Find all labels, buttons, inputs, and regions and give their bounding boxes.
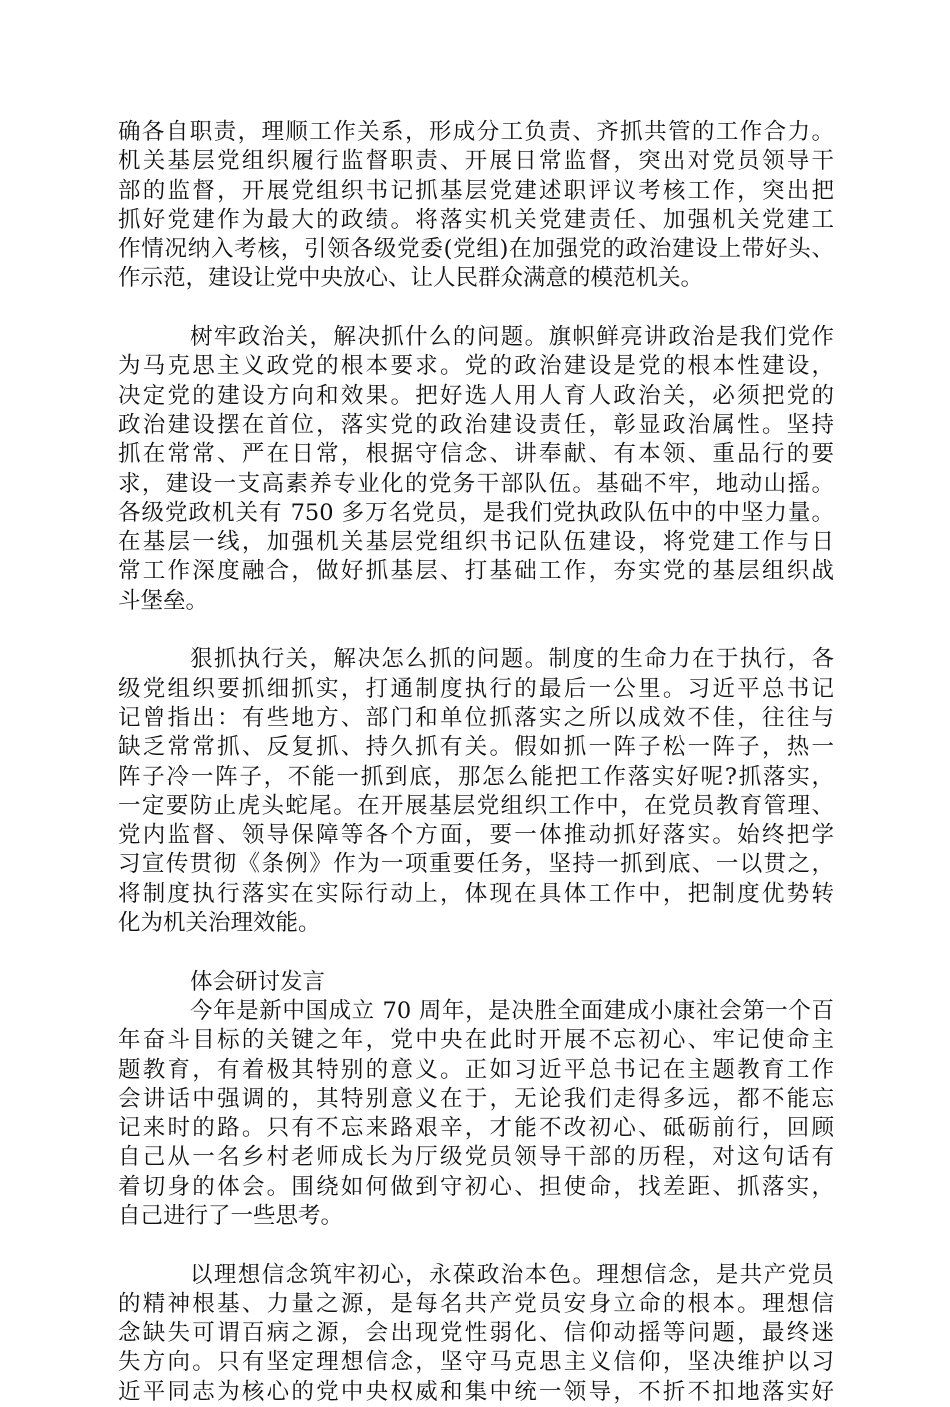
paragraph-gap <box>118 294 834 323</box>
text-line: 会讲话中强调的，其特别意义在于，无论我们走得多远，都不能忘 <box>118 1085 834 1112</box>
paragraph-1 <box>118 118 834 294</box>
text-line: 记来时的路。只有不忘来路艰辛，才能不改初心、砥砺前行，回顾 <box>118 1115 834 1142</box>
text-line: 斗堡垒。 <box>118 587 209 614</box>
text-line: 各级党政机关有 750 多万名党员，是我们党执政队伍中的中坚力量。 <box>118 499 834 526</box>
text-line: 着切身的体会。围绕如何做到守初心、担使命，找差距、抓落实， <box>118 1173 834 1200</box>
paragraph-3 <box>118 645 834 938</box>
text-line: 常工作深度融合，做好抓基层、打基础工作，夯实党的基层组织战 <box>118 558 834 585</box>
paragraph-4 <box>118 968 834 1232</box>
text-line: 近平同志为核心的党中央权威和集中统一领导，不折不扣地落实好 <box>118 1378 834 1405</box>
text-line: 求，建设一支高素养专业化的党务干部队伍。基础不牢，地动山摇。 <box>118 470 834 497</box>
paragraph-5 <box>118 1261 834 1407</box>
text-line: 记曾指出：有些地方、部门和单位抓落实之所以成效不佳，往往与 <box>118 704 834 731</box>
text-line: 党内监督、领导保障等各个方面，要一体推动抓好落实。始终把学 <box>118 822 834 849</box>
paragraph-2 <box>118 323 834 616</box>
text-line: 将制度执行落实在实际行动上，体现在具体工作中，把制度优势转 <box>118 880 834 907</box>
text-line: 自己从一名乡村老师成长为厅级党员领导干部的历程，对这句话有 <box>118 1144 834 1171</box>
paragraph-gap <box>118 616 834 645</box>
text-line: 题教育，有着极其特别的意义。正如习近平总书记在主题教育工作 <box>118 1056 834 1083</box>
text-line: 缺乏常常抓、反复抓、持久抓有关。假如抓一阵子松一阵子，热一 <box>118 734 834 761</box>
text-line: 今年是新中国成立 70 周年，是决胜全面建成小康社会第一个百 <box>190 997 834 1024</box>
text-line: 部的监督，开展党组织书记抓基层党建述职评议考核工作，突出把 <box>118 177 834 204</box>
text-line: 阵子冷一阵子，不能一抓到底，那怎么能把工作落实好呢?抓落实， <box>118 763 834 790</box>
text-line: 念缺失可谓百病之源，会出现党性弱化、信仰动摇等问题，最终迷 <box>118 1320 834 1347</box>
text-line: 机关基层党组织履行监督职责、开展日常监督，突出对党员领导干 <box>118 148 834 175</box>
text-line: 狠抓执行关，解决怎么抓的问题。制度的生命力在于执行，各 <box>190 646 834 673</box>
text-line: 失方向。只有坚定理想信念，坚守马克思主义信仰，坚决维护以习 <box>118 1349 834 1376</box>
text-line: 自己进行了一些思考。 <box>118 1202 344 1229</box>
text-line: 在基层一线，加强机关基层党组织书记队伍建设，将党建工作与日 <box>118 529 834 556</box>
text-line: 抓在常常、严在日常，根据守信念、讲奉献、有本领、重品行的要 <box>118 441 834 468</box>
paragraph-gap <box>118 938 834 967</box>
section-heading: 体会研讨发言 <box>190 968 326 995</box>
text-line: 以理想信念筑牢初心，永葆政治本色。理想信念，是共产党员 <box>190 1261 834 1288</box>
text-line: 化为机关治理效能。 <box>118 910 321 937</box>
text-line: 年奋斗目标的关键之年，党中央在此时开展不忘初心、牢记使命主 <box>118 1027 834 1054</box>
text-line: 决定党的建设方向和效果。把好选人用人育人政治关，必须把党的 <box>118 382 834 409</box>
text-line: 为马克思主义政党的根本要求。党的政治建设是党的根本性建设， <box>118 353 834 380</box>
text-line: 习宣传贯彻《条例》作为一项重要任务，坚持一抓到底、一以贯之， <box>118 851 834 878</box>
text-line: 的精神根基、力量之源，是每名共产党员安身立命的根本。理想信 <box>118 1290 834 1317</box>
document-page <box>118 118 834 1407</box>
text-line: 政治建设摆在首位，落实党的政治建设责任，彰显政治属性。坚持 <box>118 411 834 438</box>
text-line: 树牢政治关，解决抓什么的问题。旗帜鲜亮讲政治是我们党作 <box>190 324 834 351</box>
text-line: 一定要防止虎头蛇尾。在开展基层党组织工作中，在党员教育管理、 <box>118 792 834 819</box>
paragraph-gap <box>118 1231 834 1260</box>
text-line: 作情况纳入考核，引领各级党委(党组)在加强党的政治建设上带好头、 <box>118 236 834 263</box>
text-line: 抓好党建作为最大的政绩。将落实机关党建责任、加强机关党建工 <box>118 206 834 233</box>
text-line: 确各自职责，理顺工作关系，形成分工负责、齐抓共管的工作合力。 <box>118 119 834 145</box>
text-line: 作示范，建设让党中央放心、让人民群众满意的模范机关。 <box>118 265 704 292</box>
text-line: 级党组织要抓细抓实，打通制度执行的最后一公里。习近平总书记 <box>118 675 834 702</box>
